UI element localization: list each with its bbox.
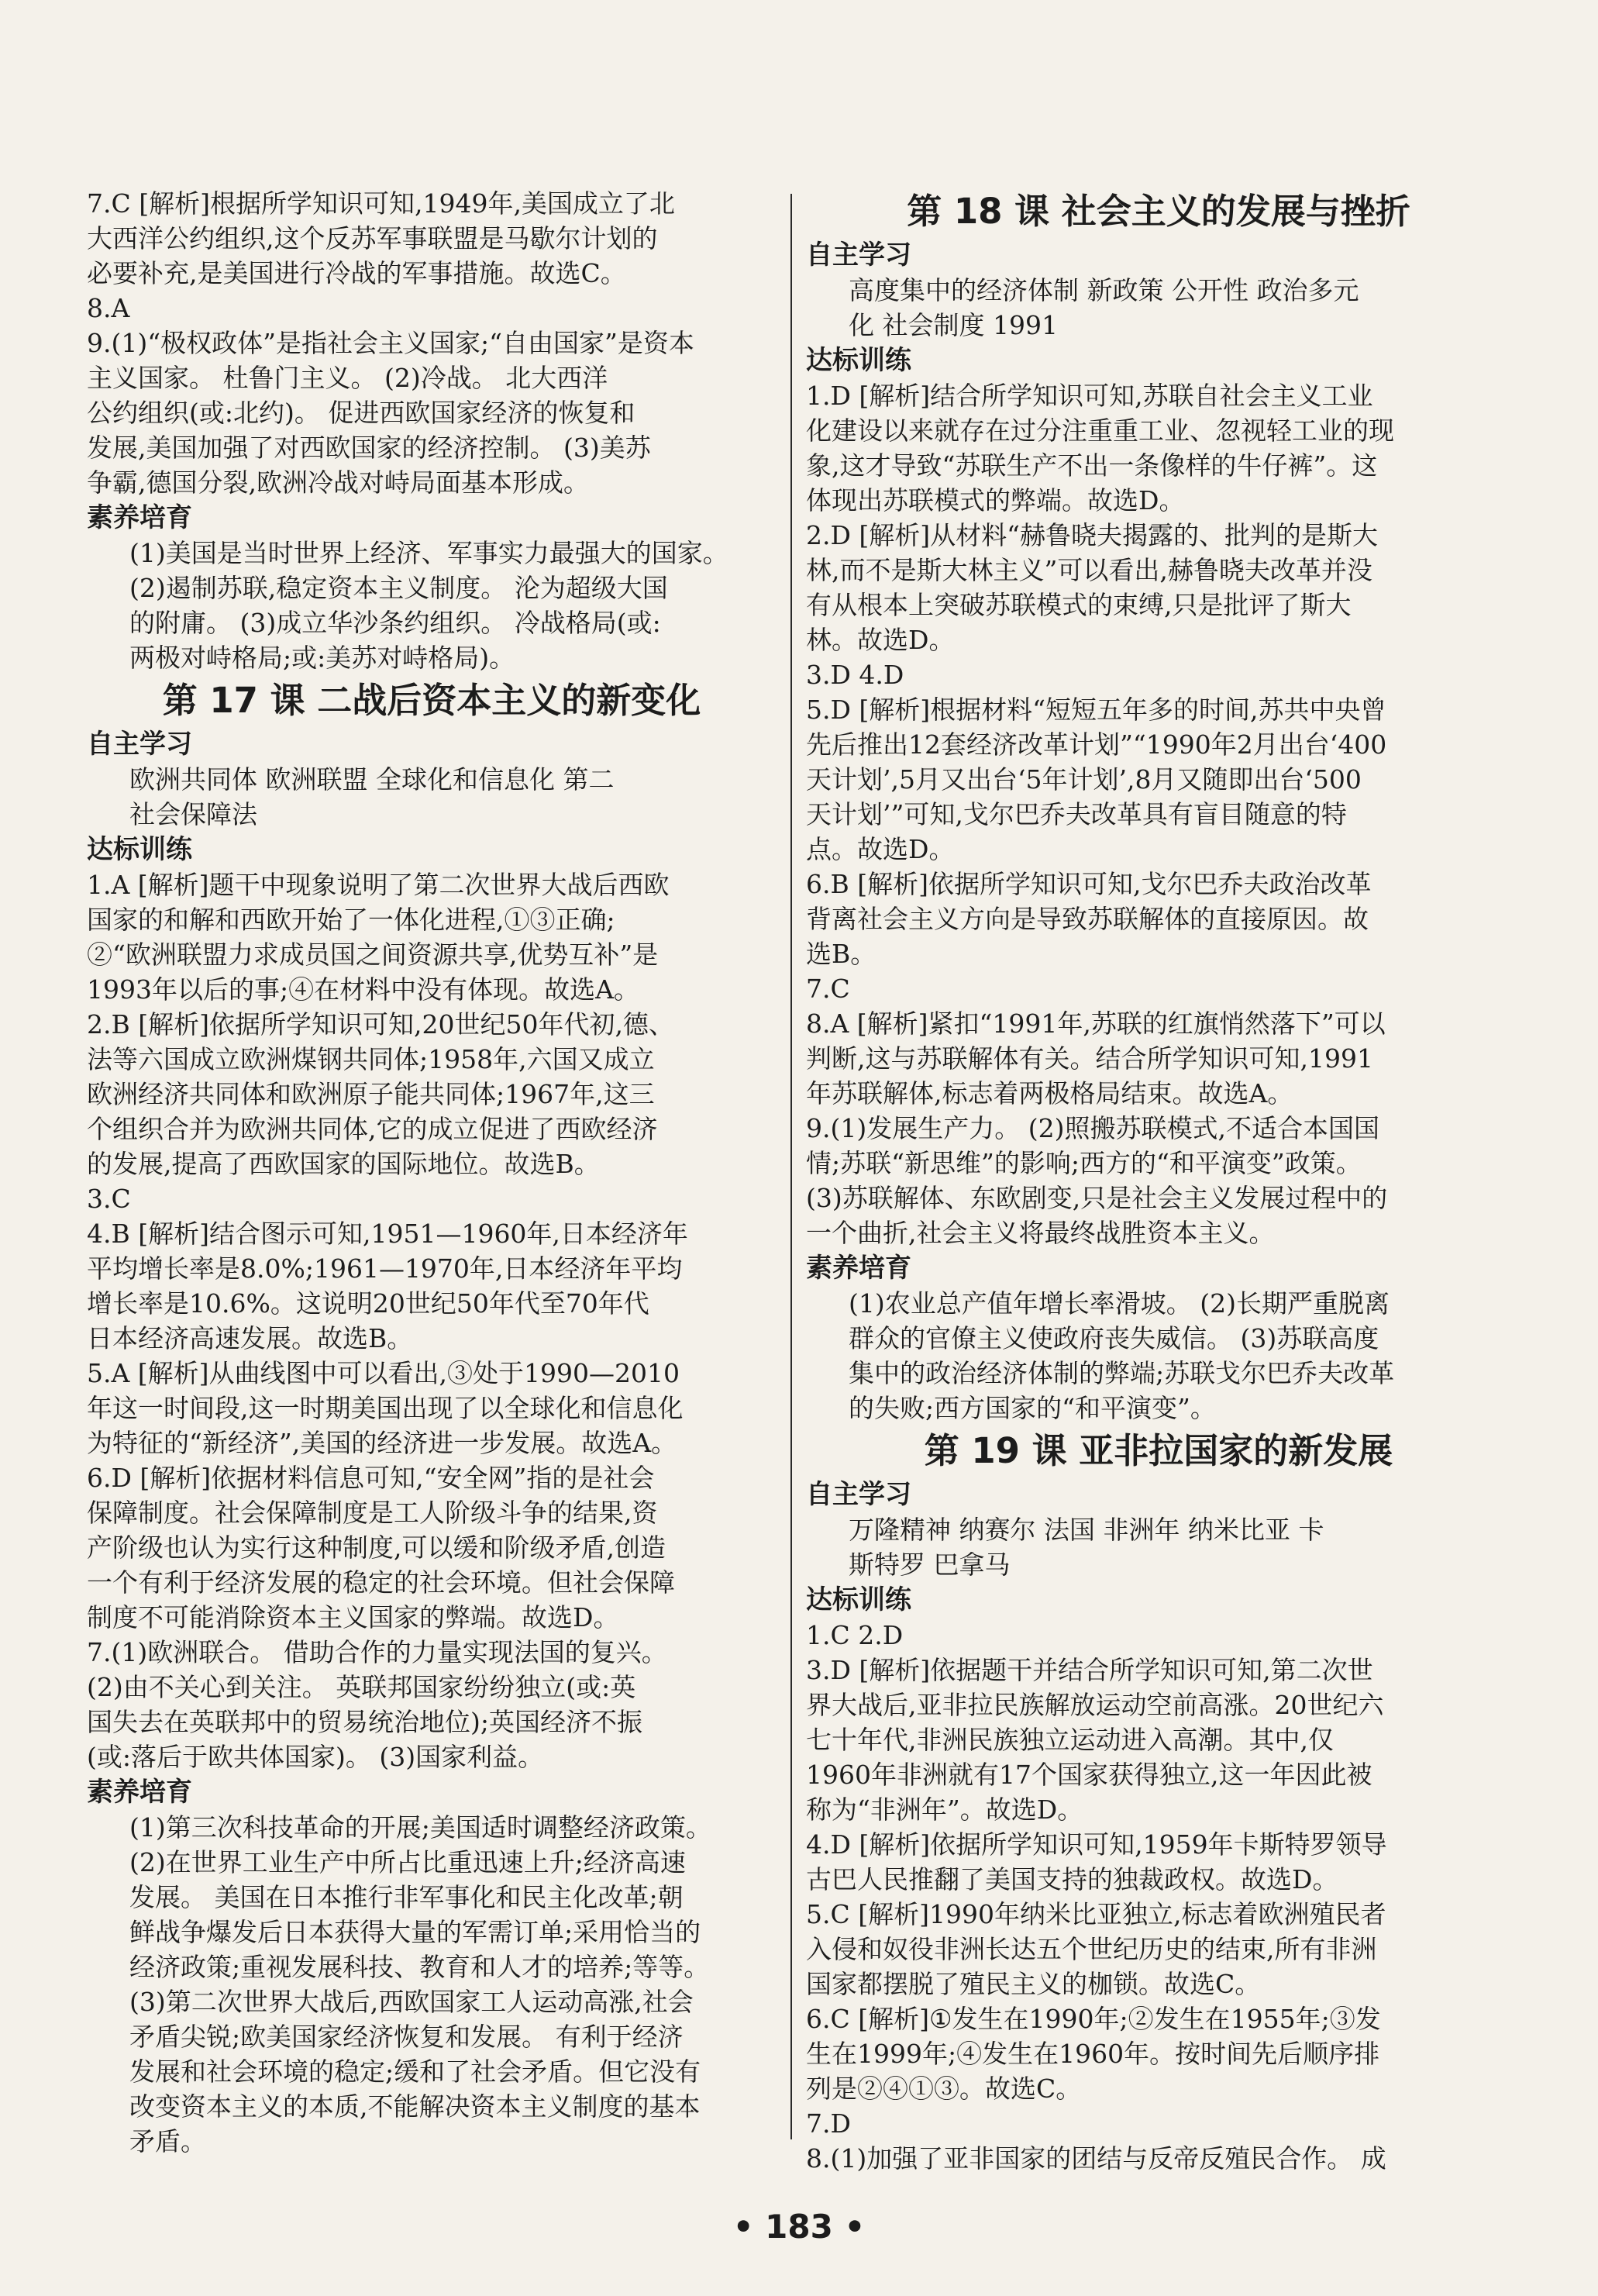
text-line: 8.(1)加强了亚非国家的团结与反帝反殖民合作。 成 — [806, 2143, 1386, 2174]
text-line: 法等六国成立欧洲煤钢共同体;1958年,六国又成立 — [87, 1044, 655, 1074]
text-line: (1)第三次科技革命的开展;美国适时调整经济政策。 — [129, 1812, 711, 1843]
text-line: 5.D [解析]根据材料“短短五年多的时间,苏共中央曾 — [806, 695, 1386, 725]
text-line: (1)农业总产值年增长率滑坡。 (2)长期严重脱离 — [849, 1288, 1390, 1319]
text-line: 的附庸。 (3)成立华沙条约组织。 冷战格局(或: — [129, 608, 661, 638]
text-line: (2)在世界工业生产中所占比重迅速上升;经济高速 — [129, 1847, 686, 1877]
text-line: 公约组织(或:北约)。 促进西欧国家经济的恢复和 — [87, 398, 635, 428]
text-line: 3.C — [87, 1184, 131, 1214]
section-heading-suyang: 素养培育 — [87, 502, 192, 533]
text-line: 保障制度。社会保障制度是工人阶级斗争的结果,资 — [87, 1498, 658, 1528]
text-line: 林。故选D。 — [806, 625, 955, 655]
text-line: 的发展,提高了西欧国家的国际地位。故选B。 — [87, 1149, 600, 1179]
text-line: 七十年代,非洲民族独立运动进入高潮。其中,仅 — [806, 1725, 1334, 1755]
text-line: (3)苏联解体、东欧剧变,只是社会主义发展过程中的 — [806, 1183, 1388, 1213]
text-line: 6.C [解析]①发生在1990年;②发生在1955年;③发 — [806, 2004, 1381, 2034]
dabiao-block-19 — [806, 1618, 1511, 2176]
text-line: 经济政策;重视发展科技、教育和人才的培养;等等。 — [129, 1952, 710, 1982]
text-line: 为特征的“新经济”,美国的经济进一步发展。故选A。 — [87, 1428, 677, 1458]
zizhu-block-17 — [87, 762, 777, 832]
text-line: 4.D [解析]依据所学知识可知,1959年卡斯特罗领导 — [806, 1829, 1387, 1860]
dabiao-block-18 — [806, 378, 1511, 1250]
text-line: 国家都摆脱了殖民主义的枷锁。故选C。 — [806, 1969, 1261, 1999]
answers-block-1 — [87, 186, 777, 500]
section-heading-suyang-18: 素养培育 — [806, 1253, 911, 1284]
page-number: • 183 • — [732, 2208, 866, 2246]
text-line: 生在1999年;④发生在1960年。按时间先后顺序排 — [806, 2039, 1380, 2069]
text-line: 8.A [解析]紧扣“1991年,苏联的红旗悄然落下”可以 — [806, 1008, 1386, 1039]
text-line: (1)美国是当时世界上经济、军事实力最强大的国家。 — [129, 538, 728, 568]
text-line: 社会保障法 — [129, 799, 257, 829]
lesson-18-title: 第 18 课 社会主义的发展与挫折 — [907, 191, 1410, 232]
text-line: 情;苏联“新思维”的影响;西方的“和平演变”政策。 — [806, 1148, 1362, 1178]
section-heading-zizhu-19: 自主学习 — [806, 1479, 911, 1510]
zizhu-block-19 — [806, 1512, 1511, 1582]
text-line: 矛盾。 — [129, 2126, 206, 2156]
text-line: 7.C [解析]根据所学知识可知,1949年,美国成立了北 — [87, 188, 675, 219]
text-line: 个组织合并为欧洲共同体,它的成立促进了西欧经济 — [87, 1114, 658, 1144]
text-line: 6.D [解析]依据材料信息可知,“安全网”指的是社会 — [87, 1463, 655, 1493]
text-line: 有从根本上突破苏联模式的束缚,只是批评了斯大 — [806, 590, 1352, 620]
text-line: 日本经济高速发展。故选B。 — [87, 1323, 413, 1353]
text-line: 2.B [解析]依据所学知识可知,20世纪50年代初,德、 — [87, 1009, 674, 1039]
text-line: 主义国家。 杜鲁门主义。 (2)冷战。 北大西洋 — [87, 363, 608, 393]
suyang-block-1 — [87, 536, 777, 675]
text-line: 象,这才导致“苏联生产不出一条像样的牛仔裤”。这 — [806, 450, 1378, 481]
text-line: 国家的和解和西欧开始了一体化进程,①③正确; — [87, 905, 615, 935]
text-line: 先后推出12套经济改革计划”“1990年2月出台‘400 — [806, 729, 1387, 760]
text-line: 5.A [解析]从曲线图中可以看出,③处于1990—2010 — [87, 1358, 680, 1388]
text-line: 一个有利于经济发展的稳定的社会环境。但社会保障 — [87, 1567, 675, 1598]
lesson-17-title: 第 17 课 二战后资本主义的新变化 — [162, 680, 701, 721]
text-line: 1960年非洲就有17个国家获得独立,这一年因此被 — [806, 1760, 1372, 1790]
text-line: 发展,美国加强了对西欧国家的经济控制。 (3)美苏 — [87, 433, 651, 463]
text-line: 体现出苏联模式的弊端。故选D。 — [806, 485, 1185, 515]
text-line: 年这一时间段,这一时期美国出现了以全球化和信息化 — [87, 1393, 684, 1423]
text-line: 入侵和奴役非洲长达五个世纪历史的结束,所有非洲 — [806, 1934, 1377, 1964]
zizhu-block-18 — [806, 273, 1511, 343]
text-line: 林,而不是斯大林主义”可以看出,赫鲁晓夫改革并没 — [806, 555, 1372, 585]
column-divider — [790, 194, 792, 2139]
text-line: 一个曲折,社会主义将最终战胜资本主义。 — [806, 1218, 1275, 1248]
text-line: 点。故选D。 — [806, 834, 955, 864]
text-line: 大西洋公约组织,这个反苏军事联盟是马歇尔计划的 — [87, 223, 658, 253]
text-line: 5.C [解析]1990年纳米比亚独立,标志着欧洲殖民者 — [806, 1899, 1386, 1929]
text-line: 矛盾尖锐;欧美国家经济恢复和发展。 有利于经济 — [129, 2022, 684, 2052]
suyang-block-18 — [806, 1286, 1511, 1426]
text-line: 称为“非洲年”。故选D。 — [806, 1794, 1083, 1825]
text-line: 6.B [解析]依据所学知识可知,戈尔巴乔夫政治改革 — [806, 869, 1372, 899]
text-line: (或:落后于欧共体国家)。 (3)国家利益。 — [87, 1742, 544, 1772]
text-line: ②“欧洲联盟力求成员国之间资源共享,优势互补”是 — [87, 939, 659, 970]
text-line: 鲜战争爆发后日本获得大量的军需订单;采用恰当的 — [129, 1917, 701, 1947]
text-line: 年苏联解体,标志着两极格局结束。故选A。 — [806, 1078, 1293, 1108]
text-line: 背离社会主义方向是导致苏联解体的直接原因。故 — [806, 904, 1369, 934]
section-heading-dabiao: 达标训练 — [87, 834, 192, 865]
text-line: 高度集中的经济体制 新政策 公开性 政治多元 — [849, 275, 1359, 305]
text-line: 的失败;西方国家的“和平演变”。 — [849, 1393, 1216, 1423]
text-line: 古巴人民推翻了美国支持的独裁政权。故选D。 — [806, 1864, 1338, 1894]
text-line: 发展和社会环境的稳定;缓和了社会矛盾。但它没有 — [129, 2056, 701, 2087]
text-line: 欧洲共同体 欧洲联盟 全球化和信息化 第二 — [129, 764, 615, 795]
text-line: 7.C — [806, 974, 850, 1004]
text-line: 化 社会制度 1991 — [849, 310, 1058, 340]
text-line: 制度不可能消除资本主义国家的弊端。故选D。 — [87, 1602, 619, 1632]
text-line: 万隆精神 纳赛尔 法国 非洲年 纳米比亚 卡 — [849, 1515, 1324, 1545]
right-column — [806, 186, 1511, 2176]
text-line: (3)第二次世界大战后,西欧国家工人运动高涨,社会 — [129, 1987, 694, 2017]
text-line: 国失去在英联邦中的贸易统治地位);英国经济不振 — [87, 1707, 642, 1737]
text-line: 产阶级也认为实行这种制度,可以缓和阶级矛盾,创造 — [87, 1532, 666, 1563]
text-line: 4.B [解析]结合图示可知,1951—1960年,日本经济年 — [87, 1219, 688, 1249]
text-line: 2.D [解析]从材料“赫鲁晓夫揭露的、批判的是斯大 — [806, 520, 1379, 550]
text-line: 7.(1)欧洲联合。 借助合作的力量实现法国的复兴。 — [87, 1637, 667, 1667]
text-line: 3.D 4.D — [806, 660, 904, 690]
text-line: 1993年以后的事;④在材料中没有体现。故选A。 — [87, 974, 639, 1005]
section-heading-zizhu-18: 自主学习 — [806, 240, 911, 271]
text-line: 9.(1)发展生产力。 (2)照搬苏联模式,不适合本国国 — [806, 1113, 1379, 1143]
text-line: 判断,这与苏联解体有关。结合所学知识可知,1991 — [806, 1043, 1373, 1074]
text-line: 欧洲经济共同体和欧洲原子能共同体;1967年,这三 — [87, 1079, 655, 1109]
text-line: 群众的官僚主义使政府丧失威信。 (3)苏联高度 — [849, 1323, 1379, 1353]
text-line: 9.(1)“极权政体”是指社会主义国家;“自由国家”是资本 — [87, 328, 694, 358]
text-line: 必要补充,是美国进行冷战的军事措施。故选C。 — [87, 258, 626, 288]
text-line: 争霸,德国分裂,欧洲冷战对峙局面基本形成。 — [87, 467, 589, 498]
text-line: (2)遏制苏联,稳定资本主义制度。 沦为超级大国 — [129, 573, 668, 603]
section-heading-suyang-2: 素养培育 — [87, 1777, 192, 1808]
left-column — [87, 186, 777, 2159]
text-line: 界大战后,亚非拉民族解放运动空前高涨。20世纪六 — [806, 1690, 1384, 1720]
lesson-19-title: 第 19 课 亚非拉国家的新发展 — [924, 1430, 1393, 1471]
text-line: 发展。 美国在日本推行非军事化和民主化改革;朝 — [129, 1882, 684, 1912]
text-line: (2)由不关心到关注。 英联邦国家纷纷独立(或:英 — [87, 1672, 636, 1702]
text-line: 1.D [解析]结合所学知识可知,苏联自社会主义工业 — [806, 381, 1373, 411]
text-line: 化建设以来就存在过分注重重工业、忽视轻工业的现 — [806, 415, 1394, 446]
section-heading-zizhu: 自主学习 — [87, 729, 192, 760]
suyang-block-17 — [87, 1810, 777, 2159]
text-line: 天计划’,5月又出台‘5年计划’,8月又随即出台‘500 — [806, 764, 1362, 795]
text-line: 改变资本主义的本质,不能解决资本主义制度的基本 — [129, 2091, 701, 2122]
section-heading-dabiao-19: 达标训练 — [806, 1584, 911, 1615]
text-line: 1.A [解析]题干中现象说明了第二次世界大战后西欧 — [87, 870, 670, 900]
text-line: 集中的政治经济体制的弊端;苏联戈尔巴乔夫改革 — [849, 1358, 1395, 1388]
text-line: 3.D [解析]依据题干并结合所学知识可知,第二次世 — [806, 1655, 1373, 1685]
text-line: 8.A — [87, 293, 130, 323]
text-line: 列是②④①③。故选C。 — [806, 2074, 1082, 2104]
text-line: 斯特罗 巴拿马 — [849, 1550, 1011, 1580]
section-heading-dabiao-18: 达标训练 — [806, 345, 911, 376]
text-line: 两极对峙格局;或:美苏对峙格局)。 — [129, 643, 515, 673]
text-line: 1.C 2.D — [806, 1620, 904, 1650]
text-line: 选B。 — [806, 939, 876, 969]
text-line: 增长率是10.6%。这说明20世纪50年代至70年代 — [87, 1288, 649, 1319]
text-line: 天计划’”可知,戈尔巴乔夫改革具有盲目随意的特 — [806, 799, 1347, 829]
text-line: 平均增长率是8.0%;1961—1970年,日本经济年平均 — [87, 1253, 683, 1284]
dabiao-block-17 — [87, 867, 777, 1774]
text-line: 7.D — [806, 2108, 851, 2139]
